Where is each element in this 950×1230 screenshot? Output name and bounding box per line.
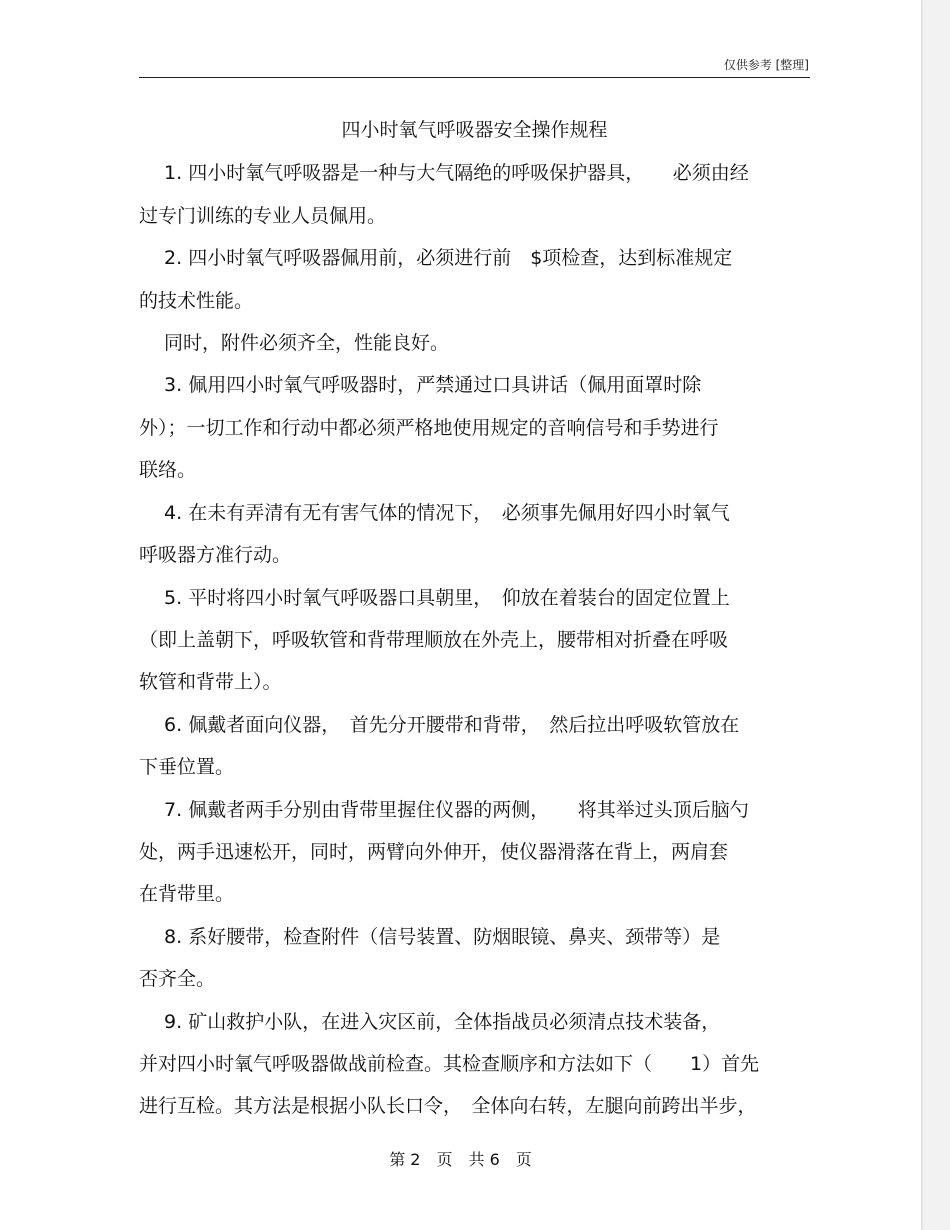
document-title: 四小时氧气呼吸器安全操作规程: [341, 119, 608, 141]
body-line: 否齐全。: [139, 968, 216, 990]
body-line: 同时，附件必须齐全，性能良好。: [139, 332, 450, 354]
header-label: 仅供参考 [整理]: [723, 58, 809, 72]
body-line: 6. 佩戴者面向仪器， 首先分开腰带和背带， 然后拉出呼吸软管放在: [139, 714, 740, 736]
body-line: 处，两手迅速松开，同时，两臂向外伸开，使仪器滑落在背上，两肩套: [139, 841, 729, 863]
body-line: 3. 佩用四小时氧气呼吸器时，严禁通过口具讲话（佩用面罩时除: [139, 374, 702, 396]
body-line: 软管和背带上）。: [139, 671, 282, 693]
body-line: 8. 系好腰带，检查附件（信号装置、防烟眼镜、鼻夹、颈带等）是: [139, 926, 721, 948]
body-line: （即上盖朝下，呼吸软管和背带理顺放在外壳上，腰带相对折叠在呼吸: [139, 629, 729, 651]
body-line: 并对四小时氧气呼吸器做战前检查。其检查顺序和方法如下（ 1）首先: [139, 1053, 760, 1075]
body-line: 2. 四小时氧气呼吸器佩用前，必须进行前 $项检查，达到标准规定: [139, 247, 733, 269]
body-line: 9. 矿山救护小队，在进入灾区前，全体指战员必须清点技术装备，: [139, 1011, 721, 1033]
body-line: 过专门训练的专业人员佩用。: [139, 205, 387, 227]
body-line: 1. 四小时氧气呼吸器是一种与大气隔绝的呼吸保护器具， 必须由经: [139, 162, 749, 184]
body-line: 在背带里。: [139, 883, 235, 905]
body-line: 进行互检。其方法是根据小队长口令， 全体向右转，左腿向前跨出半步，: [139, 1095, 757, 1117]
body-line: 7. 佩戴者两手分别由背带里握住仪器的两侧， 将其举过头顶后脑勺: [139, 799, 749, 821]
body-line: 4. 在未有弄清有无有害气体的情况下， 必须事先佩用好四小时氧气: [139, 502, 730, 524]
body-line: 下垂位置。: [139, 756, 235, 778]
body-line: 5. 平时将四小时氧气呼吸器口具朝里， 仰放在着装台的固定位置上: [139, 587, 730, 609]
body-line: 的技术性能。: [139, 290, 254, 312]
body-line: 外）；一切工作和行动中都必须严格地使用规定的音响信号和手势进行: [139, 417, 719, 439]
page-footer: 第 2 页 共 6 页: [389, 1150, 532, 1169]
body-line: 呼吸器方准行动。: [139, 544, 292, 566]
header-rule: [139, 77, 810, 78]
body-line: 联络。: [139, 459, 197, 481]
